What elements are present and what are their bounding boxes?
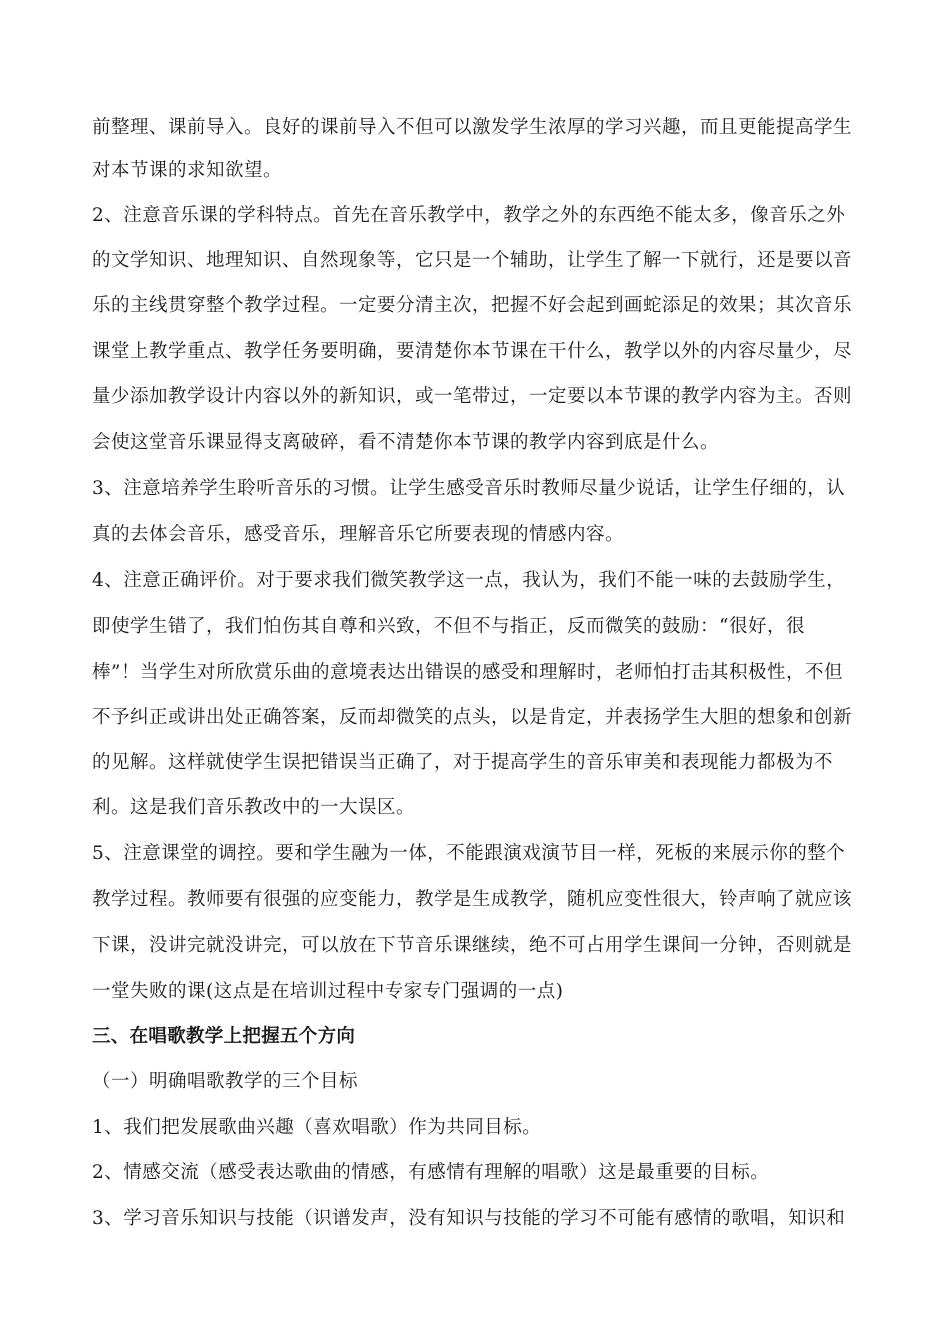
paragraph-line: 教学过程。教师要有很强的应变能力，教学是生成教学，随机应变性很大，铃声响了就应该 [92, 889, 853, 910]
paragraph-line: 对本节课的求知欲望。 [92, 160, 283, 181]
paragraph-line: 不予纠正或讲出处正确答案，反而却微笑的点头，以是肯定，并表扬学生大胆的想象和创新 [92, 707, 853, 728]
paragraph-line: 一堂失败的课(这点是在培训过程中专家专门强调的一点) [92, 981, 564, 1002]
paragraph-line: 的文学知识、地理知识、自然现象等，它只是一个辅助，让学生了解一下就行，还是要以音 [92, 250, 853, 271]
paragraph-line: 下课，没讲完就没讲完，可以放在下节音乐课继续，绝不可占用学生课间一分钟，否则就是 [92, 935, 853, 956]
paragraph-line: 4、注意正确评价。对于要求我们微笑教学这一点，我认为，我们不能一味的去鼓励学生， [92, 570, 846, 591]
paragraph-line: 5、注意课堂的调控。要和学生融为一体，不能跟演戏演节目一样，死板的来展示你的整个 [92, 843, 846, 864]
paragraph-line: 3、注意培养学生聆听音乐的习惯。让学生感受音乐时教师尽量少说话，让学生仔细的，认 [92, 478, 846, 499]
subsection-heading: （一）明确唱歌教学的三个目标 [92, 1071, 359, 1092]
paragraph-line: 真的去体会音乐，感受音乐，理解音乐它所要表现的情感内容。 [92, 524, 625, 545]
paragraph-line: 3、学习音乐知识与技能（识谱发声，没有知识与技能的学习不可能有感情的歌唱，知识和 [92, 1208, 846, 1229]
paragraph-line: 乐的主线贯穿整个教学过程。一定要分清主次，把握不好会起到画蛇添足的效果；其次音乐 [92, 295, 853, 316]
paragraph-line: 1、我们把发展歌曲兴趣（喜欢唱歌）作为共同目标。 [92, 1117, 542, 1138]
paragraph-line: 棒”！当学生对所欣赏乐曲的意境表达出错误的感受和理解时，老师怕打击其积极性，不但 [92, 662, 843, 683]
paragraph-line: 课堂上教学重点、教学任务要明确，要清楚你本节课在干什么，教学以外的内容尽量少，尽 [92, 341, 853, 362]
paragraph-line: 的见解。这样就使学生误把错误当正确了，对于提高学生的音乐审美和表现能力都极为不 [92, 752, 834, 773]
paragraph-line: 利。这是我们音乐教改中的一大误区。 [92, 797, 416, 818]
paragraph-line: 即使学生错了，我们怕伤其自尊和兴致，不但不与指正，反而微笑的鼓励：“很好，很 [92, 616, 805, 637]
paragraph-line: 前整理、课前导入。良好的课前导入不但可以激发学生浓厚的学习兴趣，而且更能提高学生 [92, 117, 853, 138]
paragraph-line: 2、注意音乐课的学科特点。首先在音乐教学中，教学之外的东西绝不能太多，像音乐之外 [92, 205, 846, 226]
paragraph-line: 2、情感交流（感受表达歌曲的情感，有感情有理解的唱歌）这是最重要的目标。 [92, 1162, 770, 1183]
paragraph-line: 量少添加教学设计内容以外的新知识，或一笔带过，一定要以本节课的教学内容为主。否则 [92, 386, 853, 407]
paragraph-line: 会使这堂音乐课显得支离破碎，看不清楚你本节课的教学内容到底是什么。 [92, 432, 720, 453]
section-heading: 三、在唱歌教学上把握五个方向 [92, 1026, 356, 1047]
